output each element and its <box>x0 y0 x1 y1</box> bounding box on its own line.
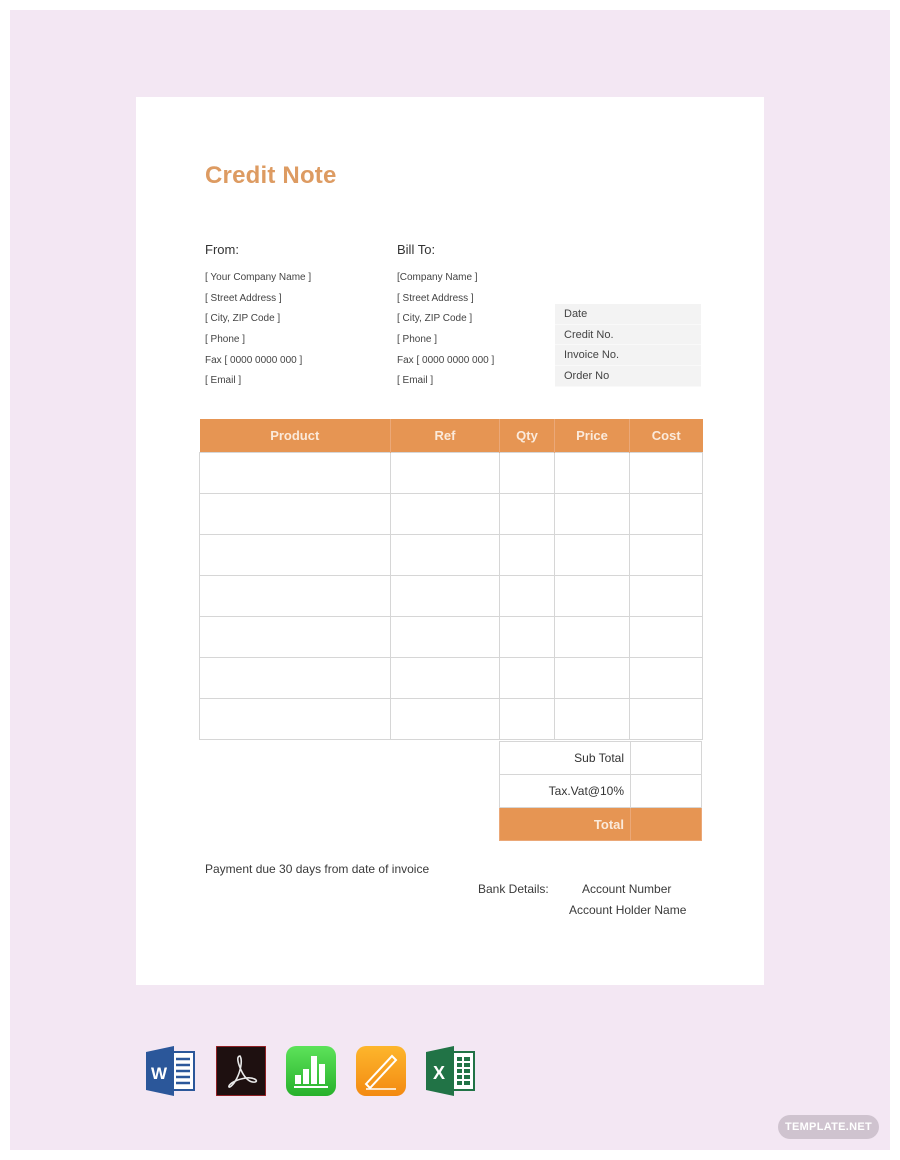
excel-icon[interactable] <box>426 1046 476 1096</box>
from-address <box>205 271 311 395</box>
table-row <box>200 494 703 535</box>
cell-ref[interactable] <box>391 576 500 617</box>
cell-product[interactable] <box>200 535 391 576</box>
credit-meta-box <box>555 304 701 387</box>
meta-invoice-no: Invoice No. <box>555 345 701 366</box>
cell-price[interactable] <box>555 617 630 658</box>
from-city: [ City, ZIP Code ] <box>205 313 281 325</box>
from-street: [ Street Address ] <box>205 292 282 304</box>
cell-product[interactable] <box>200 658 391 699</box>
cell-ref[interactable] <box>391 617 500 658</box>
cell-product[interactable] <box>200 617 391 658</box>
table-row <box>200 699 703 740</box>
bill-to-fax: Fax [ 0000 0000 000 ] <box>397 354 495 366</box>
bill-to-street: [ Street Address ] <box>397 292 474 304</box>
table-row <box>200 453 703 494</box>
cell-ref[interactable] <box>391 535 500 576</box>
table-row <box>200 617 703 658</box>
tax-label: Tax.Vat@10% <box>500 775 631 808</box>
cell-product[interactable] <box>200 453 391 494</box>
table-row <box>200 658 703 699</box>
from-email: [ Email ] <box>205 375 242 387</box>
meta-date: Date <box>555 304 701 325</box>
payment-terms: Payment due 30 days from date of invoice <box>205 862 430 876</box>
cell-price[interactable] <box>555 658 630 699</box>
bill-to-heading: Bill To: <box>397 242 436 257</box>
cell-price[interactable] <box>555 494 630 535</box>
total-value[interactable] <box>631 808 702 841</box>
bill-to-phone: [ Phone ] <box>397 334 438 346</box>
cell-cost[interactable] <box>630 494 703 535</box>
cell-ref[interactable] <box>391 658 500 699</box>
template-net-watermark: TEMPLATE.NET <box>778 1115 879 1139</box>
bill-to-company: [Company Name ] <box>397 272 478 283</box>
meta-order-no: Order No <box>555 366 701 387</box>
col-ref: Ref <box>391 419 500 453</box>
word-icon[interactable] <box>146 1046 196 1096</box>
subtotal-row <box>500 742 702 775</box>
svg-text:W: W <box>150 1064 168 1083</box>
from-phone: [ Phone ] <box>205 334 246 346</box>
cell-qty[interactable] <box>500 535 555 576</box>
cell-price[interactable] <box>555 699 630 740</box>
cell-cost[interactable] <box>630 535 703 576</box>
cell-cost[interactable] <box>630 617 703 658</box>
totals-table <box>499 741 702 841</box>
cell-price[interactable] <box>555 576 630 617</box>
cell-product[interactable] <box>200 699 391 740</box>
subtotal-label: Sub Total <box>500 742 631 775</box>
cell-qty[interactable] <box>500 699 555 740</box>
from-fax: Fax [ 0000 0000 000 ] <box>205 354 303 366</box>
cell-cost[interactable] <box>630 658 703 699</box>
bill-to-city: [ City, ZIP Code ] <box>397 313 473 325</box>
cell-cost[interactable] <box>630 699 703 740</box>
total-label: Total <box>500 808 631 841</box>
tax-row <box>500 775 702 808</box>
total-row <box>500 808 702 841</box>
cell-cost[interactable] <box>630 453 703 494</box>
cell-qty[interactable] <box>500 453 555 494</box>
col-cost: Cost <box>630 419 703 453</box>
bill-to-email: [ Email ] <box>397 375 434 387</box>
bill-to-address <box>397 271 494 395</box>
pages-icon[interactable] <box>356 1046 406 1096</box>
col-qty: Qty <box>500 419 555 453</box>
cell-ref[interactable] <box>391 453 500 494</box>
items-table <box>199 419 703 740</box>
cell-price[interactable] <box>555 535 630 576</box>
tax-value[interactable] <box>631 775 702 808</box>
items-header-row <box>200 419 703 453</box>
svg-text:X: X <box>432 1063 446 1083</box>
from-heading: From: <box>205 242 239 257</box>
numbers-icon[interactable] <box>286 1046 336 1096</box>
cell-qty[interactable] <box>500 494 555 535</box>
col-price: Price <box>555 419 630 453</box>
cell-ref[interactable] <box>391 494 500 535</box>
document-title: Credit Note <box>205 162 337 189</box>
cell-price[interactable] <box>555 453 630 494</box>
cell-ref[interactable] <box>391 699 500 740</box>
account-number: Account Number <box>582 882 672 896</box>
account-holder-name: Account Holder Name <box>569 903 687 917</box>
bank-details-label: Bank Details: <box>478 882 549 896</box>
from-company: [ Your Company Name ] <box>205 272 312 283</box>
table-row <box>200 535 703 576</box>
meta-credit-no: Credit No. <box>555 325 701 346</box>
acrobat-pdf-icon[interactable] <box>216 1046 266 1096</box>
col-product: Product <box>200 419 391 453</box>
cell-product[interactable] <box>200 576 391 617</box>
cell-product[interactable] <box>200 494 391 535</box>
cell-qty[interactable] <box>500 617 555 658</box>
cell-qty[interactable] <box>500 576 555 617</box>
cell-cost[interactable] <box>630 576 703 617</box>
table-row <box>200 576 703 617</box>
cell-qty[interactable] <box>500 658 555 699</box>
subtotal-value[interactable] <box>631 742 702 775</box>
